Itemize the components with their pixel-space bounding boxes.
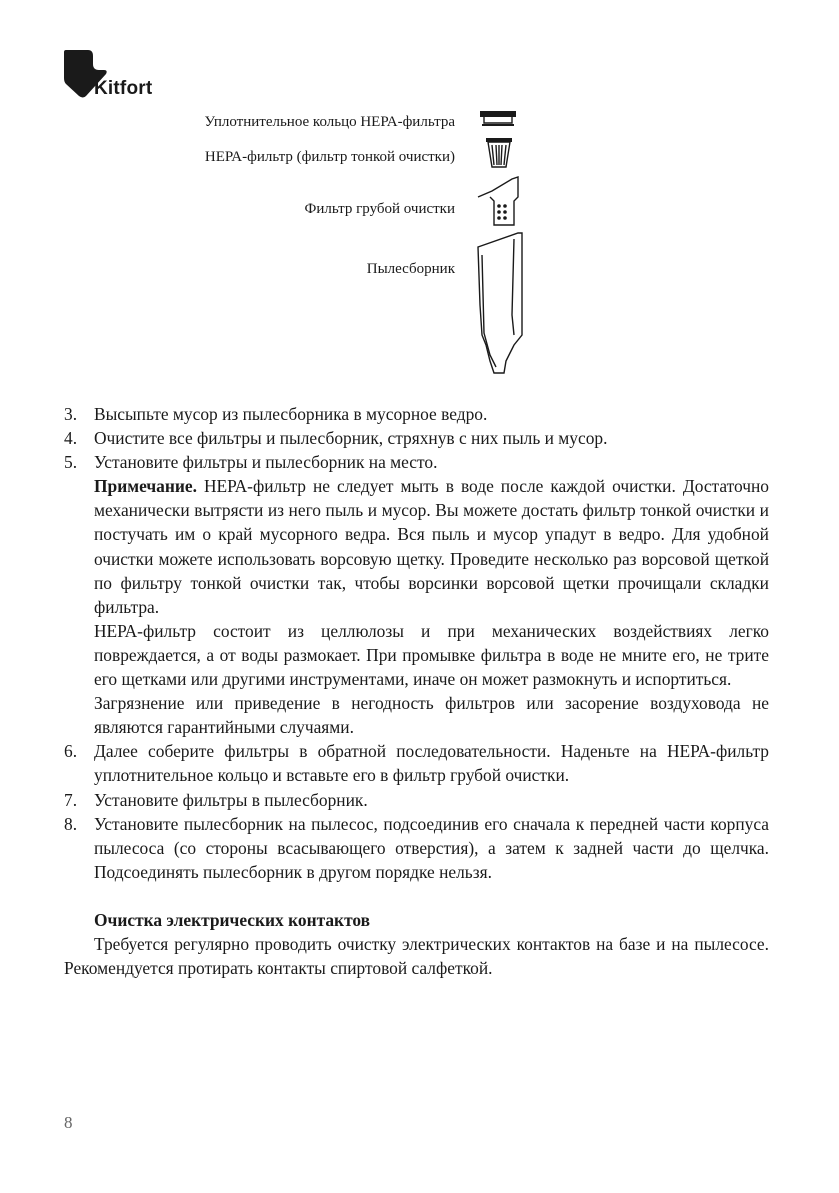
label-hepa-filter: НЕРА-фильтр (фильтр тонкой очистки) bbox=[204, 149, 455, 165]
seal-ring-icon bbox=[480, 111, 516, 125]
page-number: 8 bbox=[64, 1113, 73, 1132]
dust-container-icon bbox=[478, 233, 522, 373]
step-item: 7. Установите фильтры в пылесборник. bbox=[64, 789, 368, 810]
label-hepa-seal-ring: Уплотнительное кольцо НЕРА-фильтра bbox=[204, 114, 455, 130]
hepa-filter-icon bbox=[486, 138, 512, 167]
step-item: 4. Очистите все фильтры и пылесборник, стряхнув с них пыль и мусор. bbox=[64, 428, 608, 449]
step-item: 6. Далее соберите фильтры в обратной последовательности. Наденьте на НЕРА-фильтр уплотнительное кольцо и вставьте его в фильтр грубой очистки. bbox=[64, 741, 769, 786]
note-paragraph: Примечание. НЕРА-фильтр не следует мыть в воде после каждой очистки. Достаточно механически вытрясти из него пыль и мусор. Вы можете достать фильтр тонкой очистки и постучать им о край мусорного ведра. Вся пыль и мусор упадут в ведро. Для удобной очистки можете использовать ворсовую щетку. Проведите несколько раз ворсовой щеткой по фильтру тонкой очистки так, чтобы ворсинки ворсовой щетки прочищали складки фильтра. bbox=[94, 476, 769, 617]
section-heading: Очистка электрических контактов bbox=[94, 909, 371, 930]
note-label: Примечание. bbox=[94, 476, 197, 497]
coarse-filter-icon bbox=[478, 177, 518, 225]
step-item: 5. Установите фильтры и пылесборник на место. bbox=[64, 452, 438, 473]
instructions-text bbox=[64, 402, 769, 980]
note-paragraph: НЕРА-фильтр состоит из целлюлозы и при механических воздействиях легко повреждается, а от воды размокает. При промывке фильтра в воде не мните его, не трите его щетками или другими инструментами, иначе он может размокнуть и испортиться. bbox=[94, 620, 769, 690]
section-paragraph: Требуется регулярно проводить очистку электрических контактов на базе и на пылесосе. Рекомендуется протирать контакты спиртовой салфеткой. bbox=[64, 933, 769, 979]
label-coarse-filter: Фильтр грубой очистки bbox=[304, 201, 455, 217]
step-item: 8. Установите пылесборник на пылесос, подсоединив его сначала к передней части корпуса пылесоса (со стороны всасывающего отверстия), а затем к задней части до щелчка. Подсоединять пылесборник в другом порядке нельзя. bbox=[64, 813, 769, 882]
label-dust-container: Пылесборник bbox=[366, 261, 455, 277]
filter-parts-diagram bbox=[470, 105, 540, 385]
note-paragraph: Загрязнение или приведение в негодность фильтров или засорение воздуховода не являются гарантийными случаями. bbox=[94, 693, 769, 738]
step-item: 3. Высыпьте мусор из пылесборника в мусорное ведро. bbox=[64, 404, 488, 424]
brand-name: Kitfort bbox=[94, 78, 153, 99]
